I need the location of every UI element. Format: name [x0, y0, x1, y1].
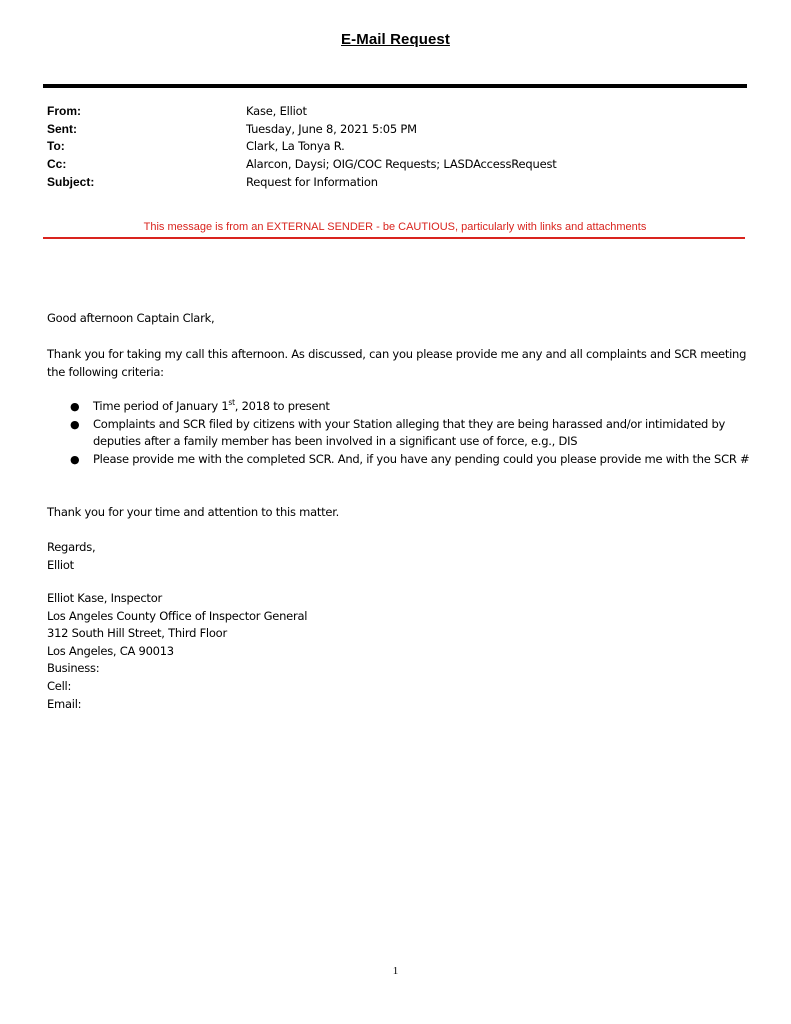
intro-paragraph: Thank you for taking my call this afternoon. As discussed, can you please provide me any and all complaints and SCR meeting the following criteria:: [47, 347, 747, 379]
regards-block: [47, 539, 747, 574]
criteria-item: [70, 416, 750, 451]
subject-row: [47, 173, 747, 191]
sent-label: Sent:: [47, 121, 77, 136]
cc-row: [47, 155, 747, 173]
subject-label: Subject:: [47, 175, 95, 190]
header-divider: [43, 84, 747, 88]
signature-street: 312 South Hill Street, Third Floor: [47, 626, 227, 641]
signature-office: Los Angeles County Office of Inspector General: [47, 608, 308, 623]
sent-value: Tuesday, June 8, 2021 5:05 PM: [246, 121, 417, 136]
signature-business: Business:: [47, 661, 100, 676]
page-number: 1: [392, 965, 399, 977]
from-label: From:: [47, 103, 81, 118]
subject-value: Request for Information: [246, 175, 378, 190]
criteria-list: [70, 398, 750, 468]
email-header: [47, 102, 747, 191]
signature-email: Email:: [47, 696, 82, 711]
regards-name: Elliot: [47, 557, 74, 572]
criteria-item: [70, 451, 750, 469]
regards-line: Regards,: [47, 540, 96, 554]
sent-row: [47, 120, 747, 138]
bullet-icon: ●: [70, 400, 80, 413]
from-value: Kase, Elliot: [246, 103, 307, 118]
ordinal-suffix: st: [228, 398, 235, 408]
to-label: To:: [47, 139, 65, 154]
to-value: Clark, La Tonya R.: [246, 139, 345, 154]
criteria-text: Please provide me with the completed SCR. And, if you have any pending could you please provide me with the SCR #: [93, 451, 750, 466]
signature-cell: Cell:: [47, 678, 72, 693]
bullet-icon: ●: [70, 417, 80, 431]
warning-divider: [43, 237, 745, 239]
cc-value: Alarcon, Daysi; OIG/COC Requests; LASDAccessRequest: [246, 157, 557, 172]
external-sender-warning: This message is from an EXTERNAL SENDER - be CAUTIOUS, particularly with links and attachments: [143, 221, 647, 233]
criteria-item: [70, 398, 750, 416]
bullet-icon: ●: [70, 452, 80, 466]
to-row: [47, 138, 747, 156]
criteria-text: Complaints and SCR filed by citizens with your Station alleging that they are being harassed and/or intimidated by deputies after a family member has been involved in a significant use of force, e.g., DIS: [93, 416, 726, 449]
signature-block: [47, 590, 747, 713]
greeting: Good afternoon Captain Clark,: [47, 311, 215, 325]
from-row: [47, 102, 747, 120]
signature-city: Los Angeles, CA 90013: [47, 643, 174, 658]
closing-paragraph: Thank you for your time and attention to this matter.: [47, 505, 340, 519]
cc-label: Cc:: [47, 157, 67, 172]
criteria-text: Time period of January 1: [93, 399, 229, 413]
signature-name: Elliot Kase, Inspector: [47, 591, 162, 605]
criteria-text: , 2018 to present: [234, 399, 330, 413]
page-title: E-Mail Request: [341, 31, 450, 48]
